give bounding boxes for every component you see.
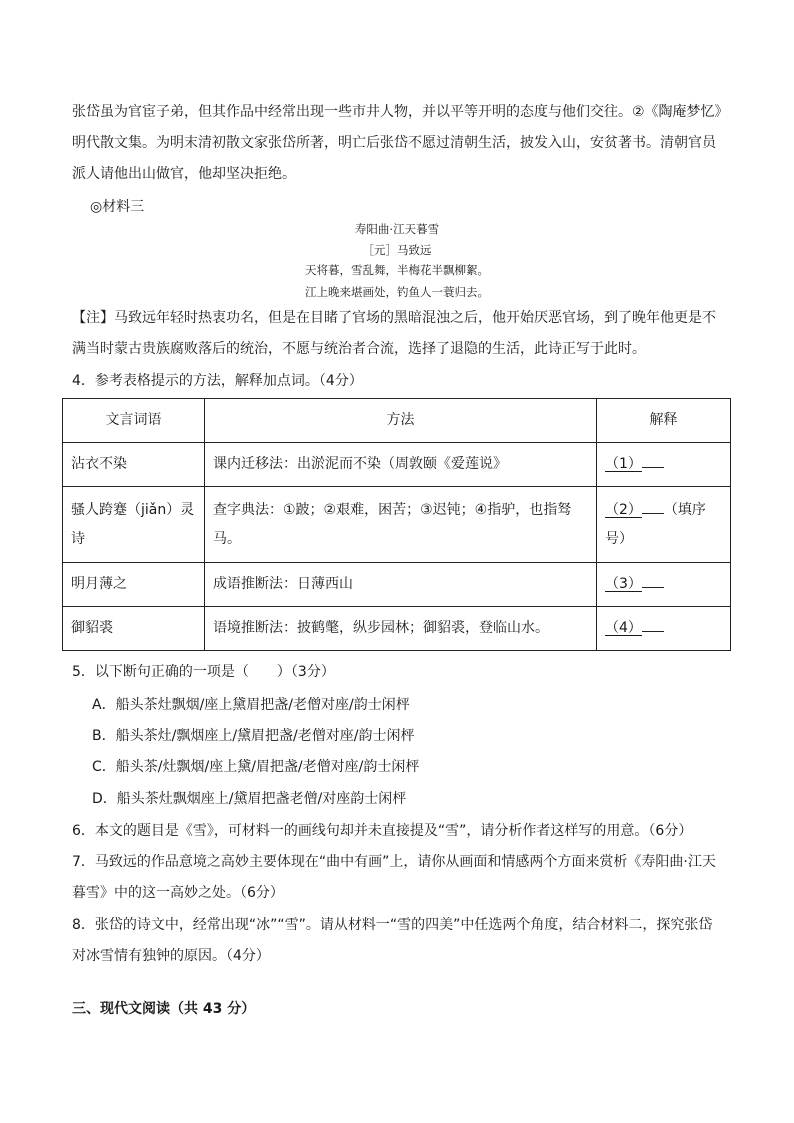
- row-answer[interactable]: [597, 563, 731, 607]
- poem-author: ［元］马致远: [362, 243, 432, 257]
- row-word: 骚人跨蹇（jiǎn）灵诗: [63, 487, 205, 563]
- q4-table: [62, 398, 731, 651]
- answer-suffix: （填序号）: [605, 501, 706, 547]
- header-method: 方法: [205, 399, 597, 443]
- row-word: 沾衣不染: [63, 443, 205, 487]
- header-word: 文言词语: [63, 399, 205, 443]
- poem-title: 寿阳曲·江天暮雪: [354, 222, 440, 236]
- row-method: 语境推断法：披鹤氅，纵步园林；御貂裘，登临山水。: [205, 607, 597, 651]
- q5-option-d[interactable]: D．船头茶灶飘烟座上/黛眉把盏老僧/对座韵士闲枰: [92, 791, 407, 807]
- blank-underline: [642, 499, 664, 514]
- row-word: 明月薄之: [63, 563, 205, 607]
- q6-stem: 6．本文的题目是《雪》，可材料一的画线句却并未直接提及“雪”，请分析作者这样写的用意。（6分）: [72, 823, 693, 839]
- blank-underline: [642, 617, 664, 632]
- poem-line-1: 天将暮，雪乱舞，半梅花半飘柳絮。: [305, 263, 489, 277]
- row-method: 查字典法：①跛；②艰难，困苦；③迟钝；④指驴，也指驽马。: [205, 487, 597, 563]
- row-method: 课内迁移法：出淤泥而不染（周敦颐《爱莲说》: [205, 443, 597, 487]
- table-header-row: [63, 399, 731, 443]
- q5-option-a[interactable]: A．船头茶灶飘烟/座上黛眉把盏/老僧对座/韵士闲枰: [92, 697, 410, 713]
- table-row: [63, 563, 731, 607]
- table-row: [63, 487, 731, 563]
- answer-blank-2: （2）: [605, 501, 642, 518]
- q5-option-c[interactable]: C．船头茶/灶飘烟/座上黛/眉把盏/老僧对座/韵士闲枰: [92, 759, 420, 775]
- blank-underline: [642, 573, 664, 588]
- row-answer[interactable]: [597, 443, 731, 487]
- q5-stem: 5．以下断句正确的一项是（ ）（3分）: [72, 664, 335, 680]
- row-word: 御貂裘: [63, 607, 205, 651]
- answer-blank-4: （4）: [605, 620, 642, 636]
- intro-paragraph: 张岱虽为官宦子弟，但其作品中经常出现一些市井人物，并以平等开明的态度与他们交往。②《陶庵梦忆》明代散文集。为明末清初散文家张岱所著，明亡后张岱不愿过清朝生活，披发入山，安贫著书。清朝官员派人请他出山做官，他却坚决拒绝。: [72, 104, 722, 182]
- q4-stem: 4．参考表格提示的方法，解释加点词。（4分）: [72, 373, 363, 389]
- poem-line-2: 江上晚来堪画处，钓鱼人一蓑归去。: [305, 285, 489, 299]
- row-method: 成语推断法：日薄西山: [205, 563, 597, 607]
- material3-heading: ◎材料三: [90, 199, 145, 215]
- table-row: [63, 443, 731, 487]
- blank-underline: [642, 453, 664, 468]
- q5-option-b[interactable]: B．船头茶灶/飘烟座上/黛眉把盏/老僧对座/韵士闲枰: [92, 728, 415, 744]
- q8-stem: 8．张岱的诗文中，经常出现“冰”“雪”。请从材料一“雪的四美”中任选两个角度，结合材料二，探究张岱对冰雪情有独钟的原因。（4分）: [72, 917, 713, 964]
- poem-note: 【注】马致远年轻时热衷功名，但是在目睹了官场的黑暗混浊之后，他开始厌恶官场，到了晚年他更是不满当时蒙古贵族腐败落后的统治，不愿与统治者合流，选择了退隐的生活，此诗正写于此时。: [72, 310, 716, 357]
- row-answer[interactable]: [597, 487, 731, 563]
- section-3-title: 三、现代文阅读（共 43 分）: [72, 1001, 256, 1017]
- header-answer: 解释: [597, 399, 731, 443]
- row-answer[interactable]: [597, 607, 731, 651]
- answer-blank-1: （1）: [605, 456, 642, 472]
- table-row: [63, 607, 731, 651]
- answer-blank-3: （3）: [605, 576, 642, 592]
- q7-stem: 7．马致远的作品意境之高妙主要体现在“曲中有画”上，请你从画面和情感两个方面来赏析《寿阳曲·江天暮雪》中的这一高妙之处。（6分）: [72, 854, 716, 901]
